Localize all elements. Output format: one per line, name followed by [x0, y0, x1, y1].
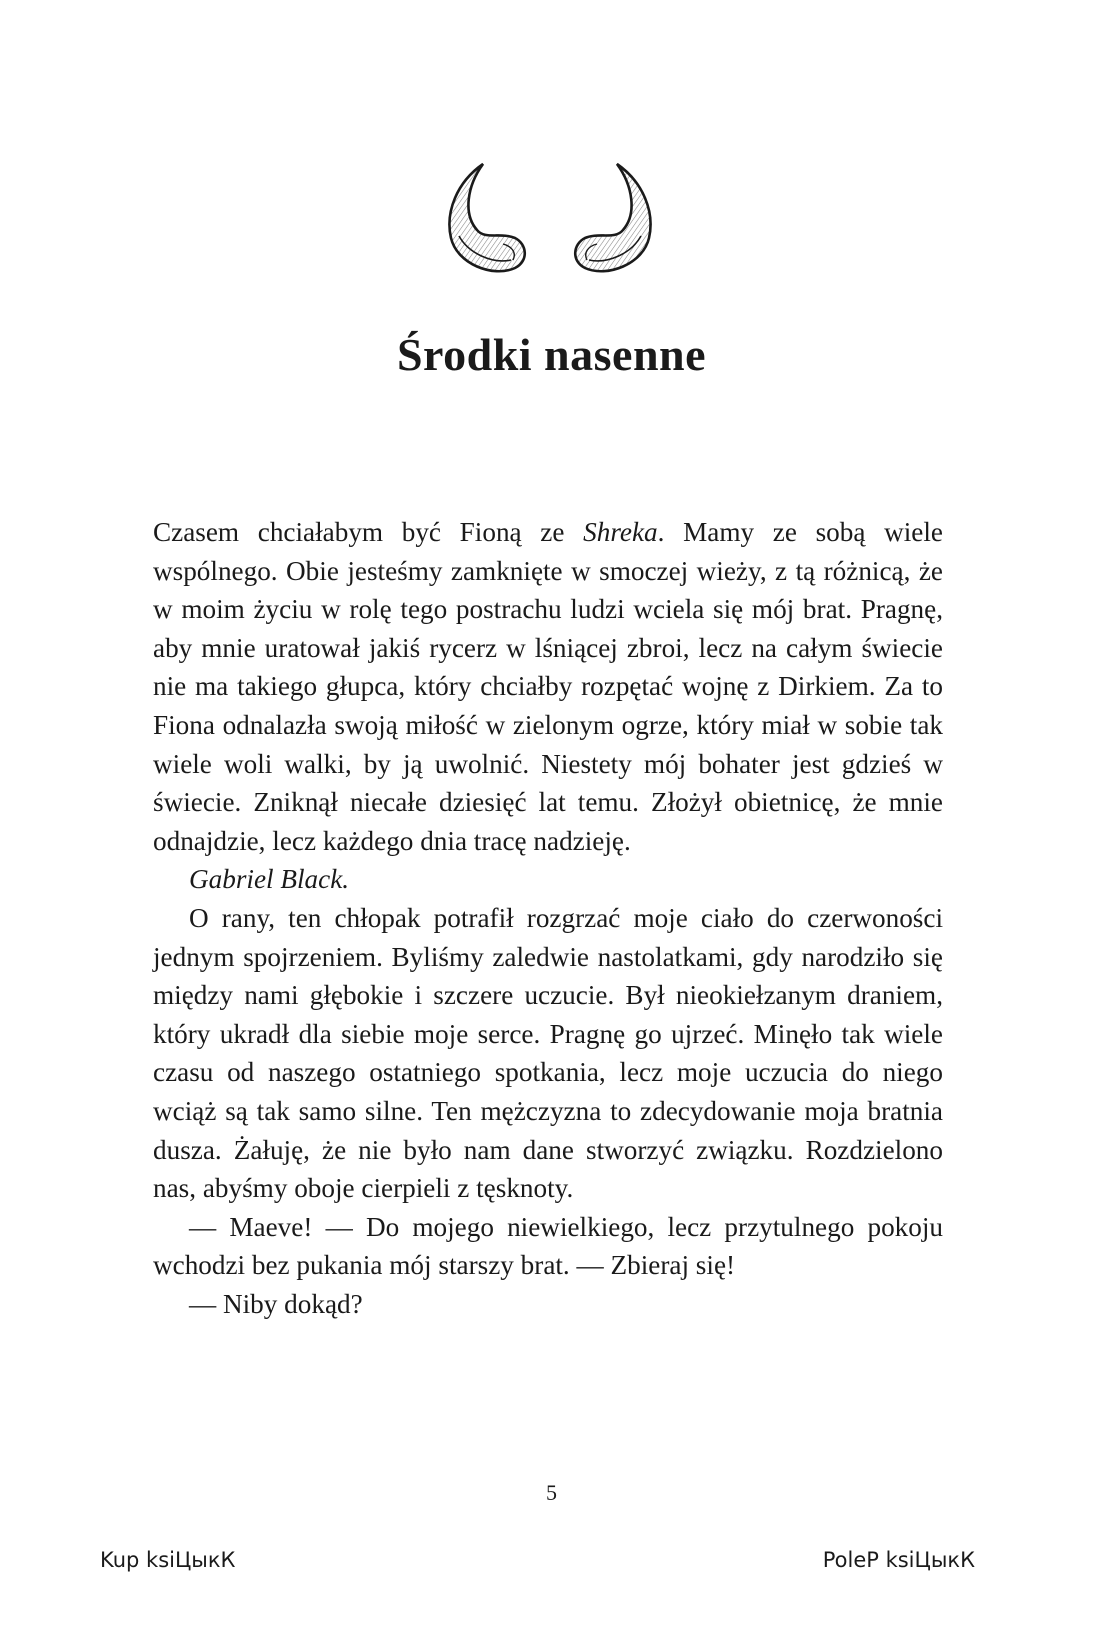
paragraph: [153, 1208, 943, 1285]
left-horn: [449, 164, 524, 271]
buy-book-link[interactable]: Kup ksiЦыкК: [100, 1548, 236, 1572]
paragraph-text: . Mamy ze sobą wiele wspólnego. Obie jesteśmy zamknięte w smoczej wieży, z tą różnicą, że w moim życiu w rolę tego postrachu ludzi wciela się mój brat. Pragnę, aby mnie uratował jakiś rycerz w lśniącej zbroi, lecz na całym świecie nie ma takiego głupca, który chciałby rozpętać wojnę z Dirkiem. Za to Fiona odnalazła swoją miłość w zielonym ogrze, który miał w sobie tak wiele woli walki, by ją uwolnić. Niestety mój bohater jest gdzieś w świecie. Zniknął niecałe dziesięć lat temu. Złożył obietnicę, że mnie odnajdzie, lecz każdego dnia tracę nadzieję.: [153, 517, 943, 856]
paragraph-text: — Niby dokąd?: [189, 1288, 363, 1319]
page-number: 5: [546, 1480, 557, 1505]
paragraph: [153, 860, 943, 899]
horns-ornament-icon: [445, 160, 655, 280]
paragraph-text: — Maeve! — Do mojego niewielkiego, lecz przytulnego pokoju wchodzi bez pukania mój starszy brat. — Zbieraj się!: [153, 1211, 943, 1281]
recommend-book-link[interactable]: PoleР ksiЦыкК: [822, 1548, 975, 1572]
paragraph-text: O rany, ten chłopak potrafił rozgrzać moje ciało do czerwoności jednym spojrzeniem. Byliśmy zaledwie nastolatkami, gdy narodziło się między nami głębokie i szczere uczucie. Był nieokiełzanym draniem, który ukradł dla siebie moje serce. Pragnę go ujrzeć. Minęło tak wiele czasu od naszego ostatniego spotkania, lecz moje uczucia do niego wciąż są tak samo silne. Ten mężczyzna to zdecydowanie moja bratnia dusza. Żałuję, że nie było nam dane stworzyć związku. Rozdzielono nas, abyśmy oboje cierpieli z tęsknoty.: [153, 902, 943, 1204]
paragraph: [153, 513, 943, 860]
italic-text: Shreka: [583, 517, 658, 547]
right-horn: [575, 164, 650, 271]
paragraph: [153, 1285, 943, 1324]
body-text: [153, 513, 943, 1323]
chapter-title: Środki nasenne: [396, 329, 707, 380]
paragraph-text: Czasem chciałabym być Fioną ze: [153, 517, 584, 547]
paragraph: [153, 899, 943, 1208]
italic-text: Gabriel Black.: [189, 864, 350, 895]
